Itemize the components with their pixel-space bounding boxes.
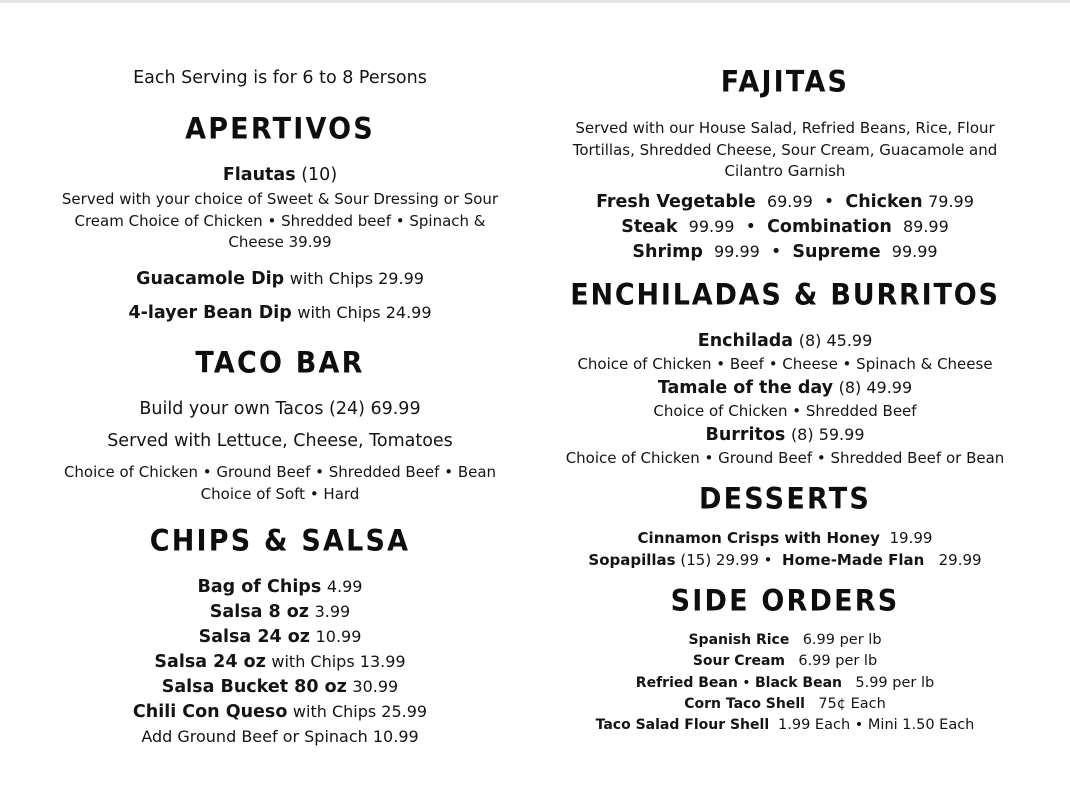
side-item xyxy=(555,675,1015,691)
side-price: 6.99 per lb xyxy=(798,653,878,669)
dessert-name: Cinnamon Crisps with Honey xyxy=(637,529,880,547)
side-name: Sour Cream xyxy=(692,653,785,669)
tamale-choice: Choice of Chicken • Shredded Beef xyxy=(653,402,917,420)
enchilada-price: (8) 45.99 xyxy=(798,331,873,350)
chips-item-name: Salsa 24 oz xyxy=(198,627,310,647)
fajita-price: 99.99 xyxy=(714,242,760,261)
side-price: 6.99 per lb xyxy=(802,632,882,648)
separator: • xyxy=(770,242,782,262)
side-item xyxy=(555,696,1015,712)
fajita-name: Combination xyxy=(767,217,892,237)
side-price: 1.99 Each • Mini 1.50 Each xyxy=(778,717,975,733)
taco-bar-line-1: Build your own Tacos (24) 69.99 xyxy=(139,399,421,419)
chips-item xyxy=(40,602,520,622)
side-orders-heading: SIDE ORDERS xyxy=(670,584,900,619)
fajita-name: Steak xyxy=(621,217,678,237)
chips-item-price: with Chips 25.99 xyxy=(292,702,428,721)
fajitas-row-3 xyxy=(555,242,1015,262)
fajita-price: 79.99 xyxy=(928,192,974,211)
chips-item-price: 30.99 xyxy=(352,677,399,696)
separator: • xyxy=(823,192,835,212)
guacamole-name: Guacamole Dip xyxy=(136,269,285,289)
burrito-choice: Choice of Chicken • Ground Beef • Shredded Beef or Bean xyxy=(565,449,1005,467)
chips-item-price: with Chips 13.99 xyxy=(271,652,406,671)
enchilada-name: Enchilada xyxy=(697,331,794,351)
fajita-price: 99.99 xyxy=(688,217,735,236)
bean-dip-name: 4-layer Bean Dip xyxy=(128,303,292,323)
dessert-price: (15) 29.99 • xyxy=(680,551,773,569)
fajitas-row-1 xyxy=(555,192,1015,212)
tamale-item xyxy=(555,378,1015,398)
chips-addon: Add Ground Beef or Spinach 10.99 xyxy=(141,727,419,746)
chips-item-name: Salsa 24 oz xyxy=(154,652,266,672)
side-price: 75¢ Each xyxy=(818,696,886,712)
side-name: Taco Salad Flour Shell xyxy=(595,717,770,733)
dessert-price: 19.99 xyxy=(889,529,933,547)
flautas-count: (10) xyxy=(301,165,338,185)
dessert-name: Sopapillas xyxy=(588,551,676,569)
chips-item-name: Salsa Bucket 80 oz xyxy=(161,677,347,697)
side-item xyxy=(555,717,1015,733)
fajita-name: Chicken xyxy=(845,192,923,212)
dessert-price: 29.99 xyxy=(938,551,982,569)
side-name: Black Bean xyxy=(755,675,842,691)
separator: • xyxy=(745,217,756,237)
taco-bar-line-3: Choice of Chicken • Ground Beef • Shredded Beef • Bean xyxy=(63,463,497,481)
chips-item-price: 10.99 xyxy=(315,627,362,646)
fajita-name: Supreme xyxy=(792,242,881,262)
chips-item-price: 4.99 xyxy=(326,577,363,596)
fajita-price: 69.99 xyxy=(766,192,813,211)
side-item xyxy=(555,653,1015,669)
flautas-name: Flautas xyxy=(222,165,296,185)
bean-dip-item xyxy=(40,303,520,323)
side-price: 5.99 per lb xyxy=(855,675,935,691)
side-name: Refried Bean xyxy=(635,675,738,691)
chips-item xyxy=(40,702,520,722)
chips-item xyxy=(40,677,520,697)
chips-item-price: 3.99 xyxy=(314,602,351,621)
burrito-name: Burritos xyxy=(705,425,786,445)
desserts-heading: DESSERTS xyxy=(698,482,872,517)
guacamole-price: with Chips 29.99 xyxy=(289,269,424,288)
flautas-title xyxy=(40,165,520,185)
chips-item xyxy=(40,627,520,647)
enchilada-item xyxy=(555,331,1015,351)
burrito-price: (8) 59.99 xyxy=(790,425,865,444)
taco-bar-line-4: Choice of Soft • Hard xyxy=(200,485,360,503)
enchilada-choice: Choice of Chicken • Beef • Cheese • Spinach & Cheese xyxy=(577,355,993,373)
taco-bar-heading: TACO BAR xyxy=(195,346,365,381)
serving-note: Each Serving is for 6 to 8 Persons xyxy=(133,68,427,88)
fajitas-description: Served with our House Salad, Refried Beans, Rice, Flour Tortillas, Shredded Cheese, Sour Cream, Guacamole and Cilantro Garnish xyxy=(572,119,998,180)
tamale-price: (8) 49.99 xyxy=(838,378,913,397)
chips-item-name: Bag of Chips xyxy=(197,577,322,597)
chips-item xyxy=(40,577,520,597)
side-name: Corn Taco Shell xyxy=(684,696,805,712)
fajitas-row-2 xyxy=(555,217,1015,237)
apertivos-heading: APERTIVOS xyxy=(185,112,375,147)
dessert-name: Home-Made Flan xyxy=(782,551,925,569)
fajita-price: 89.99 xyxy=(902,217,949,236)
side-name: Spanish Rice xyxy=(688,632,790,648)
guacamole-item xyxy=(40,269,520,289)
burrito-item xyxy=(555,425,1015,445)
fajita-name: Shrimp xyxy=(632,242,703,262)
fajita-price: 99.99 xyxy=(891,242,938,261)
dessert-line-2 xyxy=(555,551,1015,569)
bean-dip-price: with Chips 24.99 xyxy=(297,303,432,322)
dessert-line-1 xyxy=(555,529,1015,547)
enchiladas-heading: ENCHILADAS & BURRITOS xyxy=(570,278,1000,313)
tamale-name: Tamale of the day xyxy=(657,378,834,398)
fajitas-heading: FAJITAS xyxy=(720,65,850,100)
chips-item-name: Chili Con Queso xyxy=(132,702,288,722)
taco-bar-line-2: Served with Lettuce, Cheese, Tomatoes xyxy=(107,431,453,451)
top-border xyxy=(0,0,1070,3)
fajita-name: Fresh Vegetable xyxy=(596,192,756,212)
separator: • xyxy=(742,675,751,691)
flautas-description: Served with your choice of Sweet & Sour Dressing or Sour Cream Choice of Chicken • Shredded beef • Spinach & Cheese 39.99 xyxy=(61,190,499,251)
chips-salsa-heading: CHIPS & SALSA xyxy=(149,524,411,559)
chips-item xyxy=(40,652,520,672)
side-item xyxy=(555,632,1015,648)
chips-item-name: Salsa 8 oz xyxy=(209,602,309,622)
